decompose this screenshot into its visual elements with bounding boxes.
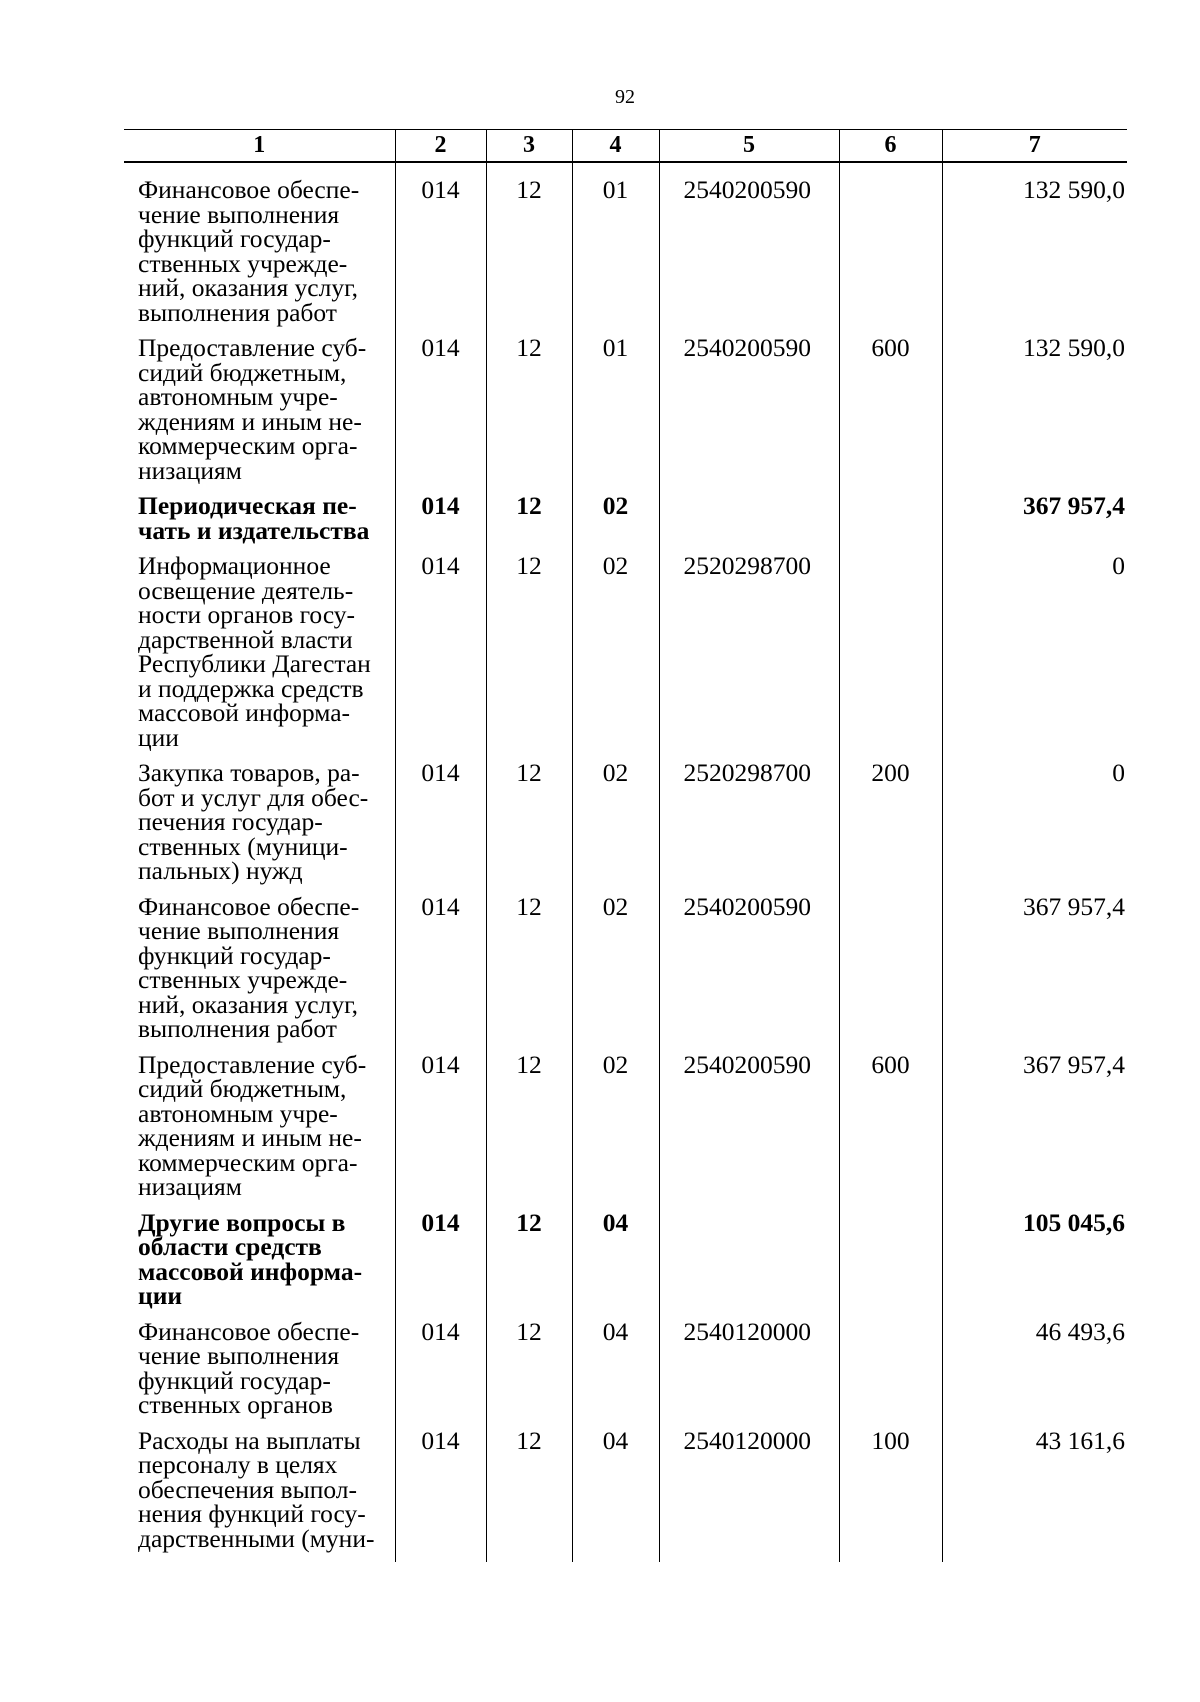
cell-ministry-code: 014 [395,761,486,895]
budget-table [124,129,1127,1562]
cell-amount: 367 957,4 [942,895,1127,1053]
table-row [124,162,1127,336]
column-header: 3 [486,130,572,163]
cell-ministry-code: 014 [395,1211,486,1320]
row-name: Финансовое обеспе- чение выполнения функций государ- ственных органов [124,1320,395,1429]
cell-subsection-code: 02 [572,1053,659,1211]
cell-expense-type: 600 [839,1053,942,1211]
cell-section-code: 12 [486,1211,572,1320]
cell-subsection-code: 01 [572,162,659,336]
cell-amount: 0 [942,761,1127,895]
row-name: Периодическая пе- чать и издательства [124,494,395,554]
row-name: Информационное освещение деятель- ности органов госу- дарственной власти Республики Дагестан и поддержка средств массовой информа- ции [124,554,395,761]
cell-subsection-code: 02 [572,895,659,1053]
row-name: Финансовое обеспе- чение выполнения функций государ- ственных учрежде- ний, оказания услуг, выполнения работ [124,895,395,1053]
row-name: Финансовое обеспе- чение выполнения функций государ- ственных учрежде- ний, оказания услуг, выполнения работ [124,162,395,336]
page-number: 92 [615,86,635,108]
cell-ministry-code: 014 [395,895,486,1053]
cell-program-code: 2540200590 [659,162,839,336]
cell-expense-type [839,895,942,1053]
cell-program-code: 2540200590 [659,1053,839,1211]
cell-amount: 367 957,4 [942,1053,1127,1211]
cell-ministry-code: 014 [395,1053,486,1211]
cell-program-code [659,1211,839,1320]
table-row [124,1429,1127,1563]
cell-amount: 132 590,0 [942,336,1127,494]
column-header: 4 [572,130,659,163]
table-row [124,494,1127,554]
cell-section-code: 12 [486,336,572,494]
cell-subsection-code: 04 [572,1211,659,1320]
cell-ministry-code: 014 [395,1429,486,1563]
table-row [124,336,1127,494]
row-name: Предоставление суб- сидий бюджетным, автономным учре- ждениям и иным не- коммерческим орга- низациям [124,336,395,494]
cell-subsection-code: 02 [572,761,659,895]
cell-ministry-code: 014 [395,1320,486,1429]
cell-program-code: 2520298700 [659,761,839,895]
cell-expense-type [839,1320,942,1429]
row-name: Закупка товаров, ра- бот и услуг для обес- печения государ- ственных (муници- пальных) нужд [124,761,395,895]
cell-subsection-code: 02 [572,494,659,554]
table-row [124,761,1127,895]
cell-section-code: 12 [486,554,572,761]
column-header: 5 [659,130,839,163]
row-name: Другие вопросы в области средств массовой информа- ции [124,1211,395,1320]
table-row [124,895,1127,1053]
table-row [124,1053,1127,1211]
cell-section-code: 12 [486,1320,572,1429]
cell-program-code [659,494,839,554]
cell-program-code: 2540120000 [659,1320,839,1429]
row-name: Расходы на выплаты персоналу в целях обеспечения выпол- нения функций госу- дарственными (муни- [124,1429,395,1563]
cell-ministry-code: 014 [395,162,486,336]
table-row [124,554,1127,761]
cell-amount: 367 957,4 [942,494,1127,554]
column-header: 7 [942,130,1127,163]
cell-expense-type [839,162,942,336]
cell-expense-type [839,494,942,554]
column-header: 6 [839,130,942,163]
cell-section-code: 12 [486,494,572,554]
column-header: 1 [124,130,395,163]
cell-ministry-code: 014 [395,336,486,494]
cell-expense-type: 600 [839,336,942,494]
row-name: Предоставление суб- сидий бюджетным, автономным учре- ждениям и иным не- коммерческим орга- низациям [124,1053,395,1211]
table-row [124,1211,1127,1320]
cell-section-code: 12 [486,895,572,1053]
cell-expense-type: 200 [839,761,942,895]
cell-expense-type [839,1211,942,1320]
cell-subsection-code: 01 [572,336,659,494]
cell-expense-type: 100 [839,1429,942,1563]
cell-subsection-code: 02 [572,554,659,761]
cell-program-code: 2540200590 [659,895,839,1053]
cell-section-code: 12 [486,761,572,895]
table-row [124,1320,1127,1429]
cell-subsection-code: 04 [572,1429,659,1563]
cell-ministry-code: 014 [395,494,486,554]
cell-amount: 0 [942,554,1127,761]
cell-expense-type [839,554,942,761]
cell-subsection-code: 04 [572,1320,659,1429]
cell-amount: 43 161,6 [942,1429,1127,1563]
cell-section-code: 12 [486,1429,572,1563]
cell-section-code: 12 [486,1053,572,1211]
cell-amount: 105 045,6 [942,1211,1127,1320]
header-row [124,130,1127,163]
cell-program-code: 2540120000 [659,1429,839,1563]
cell-section-code: 12 [486,162,572,336]
cell-program-code: 2540200590 [659,336,839,494]
column-header: 2 [395,130,486,163]
cell-amount: 132 590,0 [942,162,1127,336]
cell-amount: 46 493,6 [942,1320,1127,1429]
cell-program-code: 2520298700 [659,554,839,761]
cell-ministry-code: 014 [395,554,486,761]
